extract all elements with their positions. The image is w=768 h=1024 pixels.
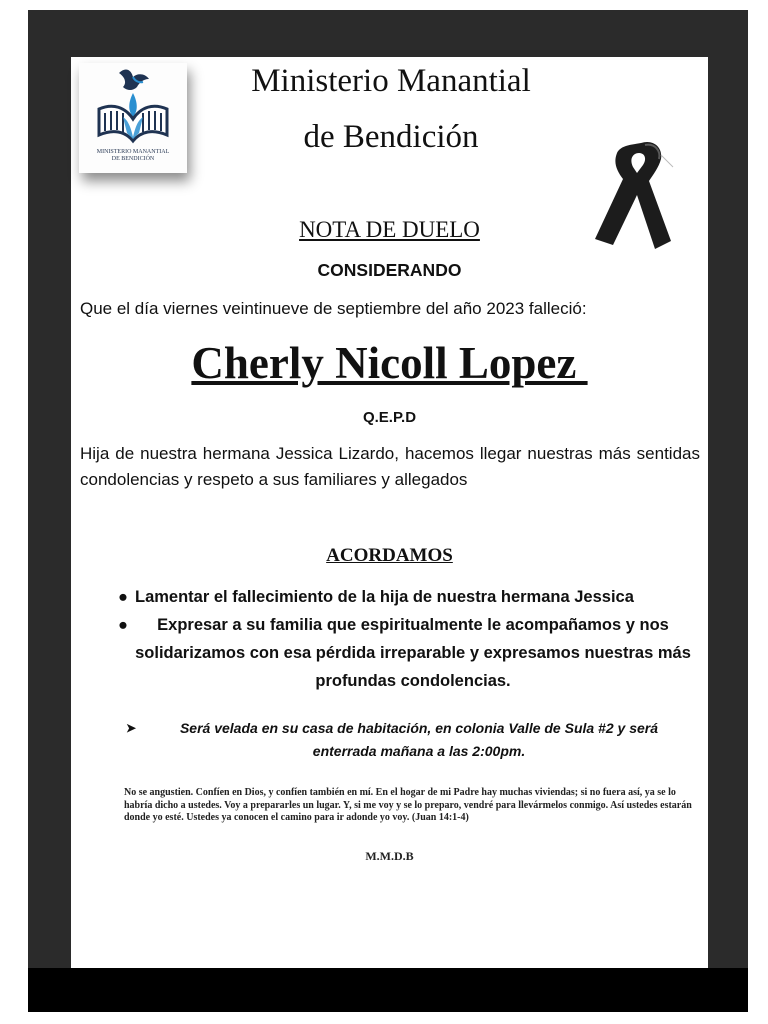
list-item-text: Expresar a su familia que espiritualmente le acompañamos y nos solidarizamos con esa pérdida irreparable y expresamos nuestras más profundas condolencias. [135,616,691,690]
dove-bible-icon [79,63,187,149]
list-item [111,611,691,695]
bottom-bar [28,968,748,1012]
notice-title: NOTA DE DUELO [299,217,480,242]
org-name-line1: Ministerio Manantial [251,63,531,99]
resolution-list [111,583,691,695]
condolence-text: Hija de nuestra hermana Jessica Lizardo, hacemos llegar nuestras más sentidas condolencias y respeto a sus familiares y allegados [80,444,700,489]
ministry-logo [79,63,187,173]
logo-caption-line1: MINISTERIO MANANTIAL [96,149,170,155]
bullet-icon: ● [118,588,128,606]
acordamos-heading: ACORDAMOS [326,545,453,566]
org-name-line2: de Bendición [303,119,479,155]
considerando-heading: CONSIDERANDO [317,260,462,280]
qepd-text: Q.E.P.D [362,409,417,426]
deceased-name: Cherly Nicoll Lopez [191,338,588,388]
list-item [111,583,691,611]
bible-verse: No se angustien. Confíen en Dios, y confíen también en mí. En el hogar de mi Padre hay muchas viviendas; si no fuera así, ya se lo habría dicho a ustedes. Voy a prepararles un lugar. Y, si me voy y se lo preparo, vendré para llevármelos conmigo. Así ustedes estarán donde yo esté. Ustedes ya conocen el camino para ir adonde yo voy. (Juan 14:1-4) [124,787,692,823]
signature: M.M.D.B [365,849,414,863]
document-page [71,57,708,968]
funeral-note [126,717,686,763]
list-item-text: Lamentar el fallecimiento de la hija de nuestra hermana Jessica [135,588,634,606]
funeral-note-text: Será velada en su casa de habitación, en colonia Valle de Sula #2 y será enterrada mañana a las 2:00pm. [179,720,659,759]
intro-text: Que el día viernes veintinueve de septiembre del año 2023 falleció: [80,299,587,318]
arrow-bullet-icon: ➤ [126,721,137,735]
logo-caption [79,149,187,163]
logo-caption-line2: DE BENDICIÓN [111,156,155,162]
bullet-icon: ● [118,616,128,634]
